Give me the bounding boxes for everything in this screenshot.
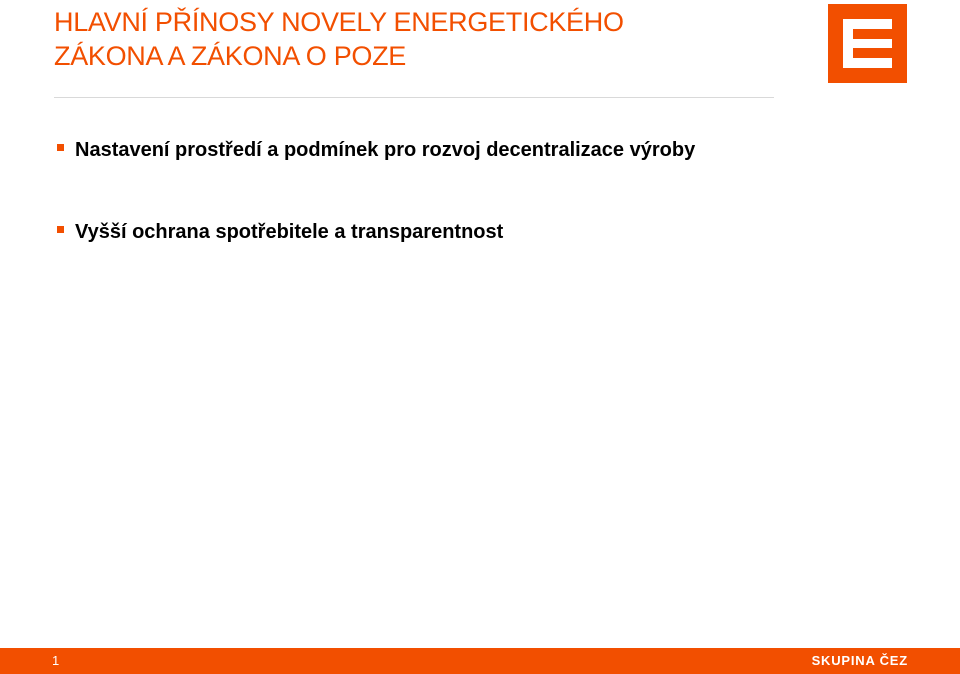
- footer-bar: [0, 648, 960, 674]
- square-bullet-icon: [57, 226, 64, 233]
- slide-title: [54, 5, 774, 73]
- bullet-list: [54, 136, 794, 246]
- slide-title-line-1: HLAVNÍ PŘÍNOSY NOVELY ENERGETICKÉHO: [54, 7, 624, 37]
- bullet-text: Nastavení prostředí a podmínek pro rozvoj decentralizace výroby: [75, 139, 696, 161]
- title-divider: [54, 97, 774, 98]
- page-number: 1: [52, 653, 60, 668]
- cez-logo-mark: [828, 4, 907, 83]
- square-bullet-icon: [57, 144, 64, 151]
- bullet-item: [54, 136, 794, 164]
- slide-title-line-2: ZÁKONA A ZÁKONA O POZE: [54, 41, 407, 71]
- bullet-text: Vyšší ochrana spotřebitele a transparentnost: [75, 221, 504, 243]
- bullet-item: [54, 218, 794, 246]
- brand-name: SKUPINA ČEZ: [811, 653, 908, 668]
- cez-logo-icon: [828, 4, 907, 83]
